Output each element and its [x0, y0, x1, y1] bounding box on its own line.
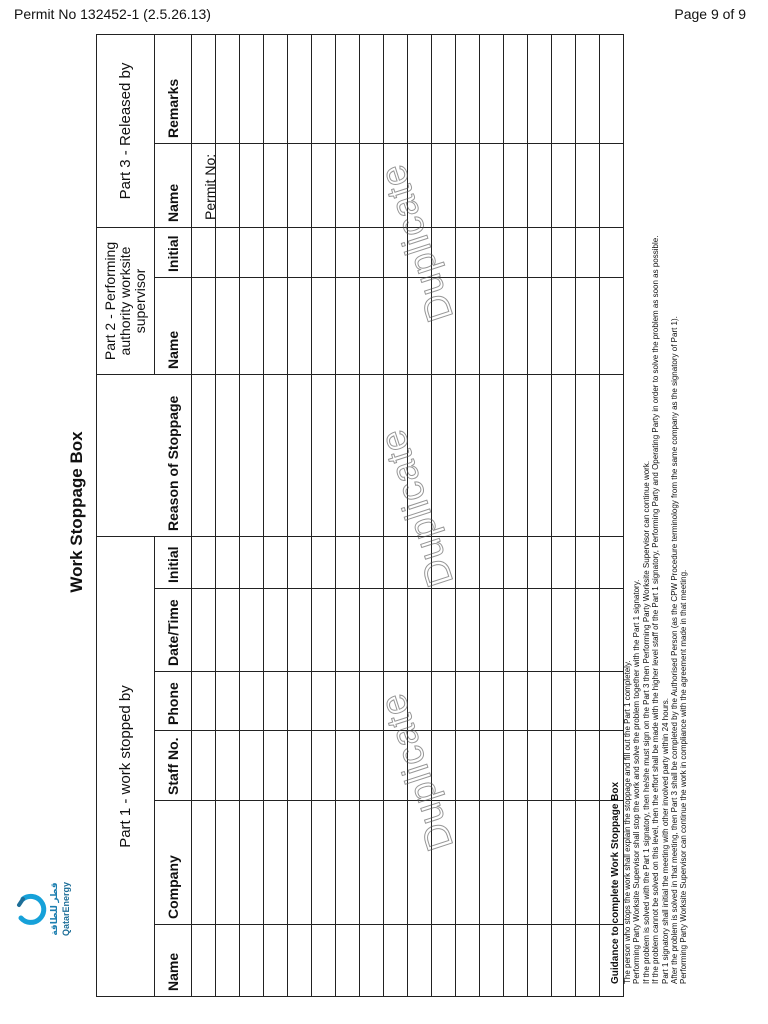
table-cell[interactable] — [456, 672, 480, 731]
table-cell[interactable] — [288, 278, 312, 375]
table-cell[interactable] — [312, 144, 336, 228]
table-cell[interactable] — [456, 278, 480, 375]
table-cell[interactable] — [552, 375, 576, 537]
col-company: Company — [155, 801, 192, 925]
table-cell[interactable] — [576, 731, 600, 801]
table-cell[interactable] — [360, 35, 384, 144]
table-cell[interactable] — [312, 375, 336, 537]
form-title: Work Stoppage Box — [67, 431, 86, 593]
table-cell[interactable] — [360, 731, 384, 801]
table-cell[interactable] — [288, 537, 312, 589]
table-cell[interactable] — [552, 537, 576, 589]
col-staff-no: Staff No. — [155, 731, 192, 801]
table-cell[interactable] — [432, 35, 456, 144]
table-cell[interactable] — [504, 537, 528, 589]
table-cell[interactable] — [288, 589, 312, 672]
table-cell[interactable] — [216, 278, 240, 375]
table-cell[interactable] — [360, 925, 384, 997]
table-cell[interactable] — [192, 228, 216, 278]
table-cell[interactable] — [576, 144, 600, 228]
duplicate-watermark: Duplicate — [371, 159, 461, 327]
table-cell[interactable] — [336, 672, 360, 731]
table-cell[interactable] — [456, 35, 480, 144]
table-cell[interactable] — [576, 537, 600, 589]
table-cell[interactable] — [456, 228, 480, 278]
table-cell[interactable] — [312, 801, 336, 925]
table-cell[interactable] — [336, 375, 360, 537]
guidance-line: Performing Party Worksite Supervisor shall stop the work and solve the problem together with the Part 1 signatory. — [632, 579, 642, 984]
table-cell[interactable] — [528, 35, 552, 144]
table-cell[interactable] — [552, 731, 576, 801]
table-cell[interactable] — [576, 228, 600, 278]
table-row — [216, 35, 240, 997]
table-cell[interactable] — [312, 537, 336, 589]
table-cell[interactable] — [240, 35, 264, 144]
table-row — [192, 35, 216, 997]
table-cell[interactable] — [528, 537, 552, 589]
table-cell[interactable] — [408, 35, 432, 144]
table-cell[interactable] — [312, 278, 336, 375]
table-cell[interactable] — [336, 35, 360, 144]
table-cell[interactable] — [456, 144, 480, 228]
guidance-block — [610, 4, 689, 984]
table-cell[interactable] — [288, 35, 312, 144]
table-cell[interactable] — [312, 589, 336, 672]
table-cell[interactable] — [312, 672, 336, 731]
table-cell[interactable] — [216, 228, 240, 278]
table-cell[interactable] — [312, 731, 336, 801]
table-cell[interactable] — [216, 925, 240, 997]
col-initial: Initial — [155, 537, 192, 589]
col-part3-name: Name — [155, 144, 192, 228]
table-cell[interactable] — [240, 925, 264, 997]
table-cell[interactable] — [504, 925, 528, 997]
guidance-line: If the problem is solved with the Part 1 signatory, then he/she must sign on the Part 3 then Performing Party Worksite Supervisor can continue work. — [641, 460, 651, 984]
table-cell[interactable] — [456, 925, 480, 997]
table-cell[interactable] — [480, 537, 504, 589]
table-cell[interactable] — [216, 589, 240, 672]
table-cell[interactable] — [336, 228, 360, 278]
table-cell[interactable] — [504, 35, 528, 144]
table-row — [480, 35, 504, 997]
table-cell[interactable] — [264, 731, 288, 801]
table-row — [552, 35, 576, 997]
table-cell[interactable] — [192, 537, 216, 589]
table-cell[interactable] — [192, 801, 216, 925]
table-cell[interactable] — [264, 35, 288, 144]
table-cell[interactable] — [336, 537, 360, 589]
col-name: Name — [155, 925, 192, 997]
table-cell[interactable] — [504, 375, 528, 537]
table-cell[interactable] — [480, 144, 504, 228]
table-cell[interactable] — [216, 144, 240, 228]
col-remarks: Remarks — [155, 35, 192, 144]
part2-header: Part 2 - Performing authority worksite supervisor — [97, 228, 155, 375]
table-cell[interactable] — [192, 731, 216, 801]
table-cell[interactable] — [504, 278, 528, 375]
table-cell[interactable] — [384, 925, 408, 997]
table-cell[interactable] — [192, 375, 216, 537]
table-cell[interactable] — [192, 672, 216, 731]
table-cell[interactable] — [264, 672, 288, 731]
table-cell[interactable] — [288, 144, 312, 228]
table-cell[interactable] — [240, 144, 264, 228]
guidance-line: After the problem is solved in that meeting, then Part 3 shall be completed by the Authorised Person (as the CPW Procedure terminology from the same company as the signatory of Part 1). — [670, 316, 680, 984]
table-cell[interactable] — [504, 672, 528, 731]
table-cell[interactable] — [552, 278, 576, 375]
table-cell[interactable] — [576, 589, 600, 672]
permit-reference: Permit No 132452-1 (2.5.26.13) — [14, 6, 211, 22]
table-cell[interactable] — [240, 228, 264, 278]
table-cell[interactable] — [456, 731, 480, 801]
table-cell[interactable] — [528, 731, 552, 801]
table-row — [528, 35, 552, 997]
guidance-line: Performing Party Worksite Supervisor can continue the work in compliance with the agreement made in that meeting. — [679, 569, 689, 984]
table-cell[interactable] — [552, 925, 576, 997]
table-cell[interactable] — [240, 537, 264, 589]
table-cell[interactable] — [552, 589, 576, 672]
table-cell[interactable] — [192, 278, 216, 375]
table-cell[interactable] — [456, 801, 480, 925]
table-cell[interactable] — [480, 672, 504, 731]
table-cell[interactable] — [288, 801, 312, 925]
table-cell[interactable] — [216, 672, 240, 731]
table-cell[interactable] — [240, 589, 264, 672]
logo-english-text: QatarEnergy — [61, 881, 71, 937]
table-cell[interactable] — [576, 35, 600, 144]
table-cell[interactable] — [456, 589, 480, 672]
table-cell[interactable] — [312, 228, 336, 278]
table-cell[interactable] — [552, 228, 576, 278]
table-row — [264, 35, 288, 997]
table-cell[interactable] — [336, 925, 360, 997]
guidance-line: The person who stops the work shall explain the stoppage and fill out the Part 1 completely. — [623, 660, 632, 984]
col-part2-name: Name — [155, 278, 192, 375]
col-date-time: Date/Time — [155, 589, 192, 672]
table-cell[interactable] — [264, 537, 288, 589]
logo-arabic-text: قطر للطاقة — [49, 882, 59, 936]
table-cell[interactable] — [576, 375, 600, 537]
table-cell[interactable] — [336, 801, 360, 925]
table-cell[interactable] — [336, 731, 360, 801]
table-cell[interactable] — [480, 228, 504, 278]
table-cell[interactable] — [360, 537, 384, 589]
table-cell[interactable] — [480, 375, 504, 537]
table-cell[interactable] — [216, 35, 240, 144]
table-cell[interactable] — [264, 228, 288, 278]
table-cell[interactable] — [432, 672, 456, 731]
table-cell[interactable] — [240, 375, 264, 537]
table-cell[interactable] — [456, 537, 480, 589]
col-phone: Phone — [155, 672, 192, 731]
table-cell[interactable] — [384, 35, 408, 144]
table-cell[interactable] — [216, 537, 240, 589]
table-cell[interactable] — [432, 589, 456, 672]
table-cell[interactable] — [504, 731, 528, 801]
guidance-line: If the problem cannot be solved on this level, then the effort shall be made with the higher level staff of the Part 1 signatory, Performing Party and Operating Party in order to solve the problem as soon as possible. — [651, 235, 661, 984]
table-cell[interactable] — [480, 731, 504, 801]
table-cell[interactable] — [264, 375, 288, 537]
table-cell[interactable] — [288, 925, 312, 997]
table-cell[interactable] — [336, 278, 360, 375]
table-cell[interactable] — [264, 801, 288, 925]
table-cell[interactable] — [576, 801, 600, 925]
table-cell[interactable] — [552, 672, 576, 731]
table-cell[interactable] — [312, 35, 336, 144]
table-cell[interactable] — [288, 731, 312, 801]
table-cell[interactable] — [528, 672, 552, 731]
table-cell[interactable] — [528, 801, 552, 925]
table-cell[interactable] — [384, 801, 408, 925]
table-cell[interactable] — [360, 589, 384, 672]
table-cell[interactable] — [240, 731, 264, 801]
table-cell[interactable] — [456, 375, 480, 537]
table-cell[interactable] — [528, 278, 552, 375]
table-cell[interactable] — [288, 375, 312, 537]
table-cell[interactable] — [528, 589, 552, 672]
table-cell[interactable] — [288, 672, 312, 731]
table-row — [504, 35, 528, 997]
table-cell[interactable] — [192, 144, 216, 228]
table-cell[interactable] — [216, 801, 240, 925]
logo-mark-icon — [15, 880, 49, 938]
page-number: Page 9 of 9 — [674, 6, 746, 22]
table-cell[interactable] — [288, 228, 312, 278]
guidance-title: Guidance to complete Work Stoppage Box — [610, 781, 621, 984]
table-cell[interactable] — [504, 801, 528, 925]
table-cell[interactable] — [360, 801, 384, 925]
part3-header: Part 3 - Released by — [97, 35, 155, 228]
table-cell[interactable] — [480, 35, 504, 144]
work-stoppage-table — [96, 34, 624, 997]
table-cell[interactable] — [528, 144, 552, 228]
table-cell[interactable] — [360, 228, 384, 278]
table-cell[interactable] — [576, 925, 600, 997]
table-cell[interactable] — [312, 925, 336, 997]
table-cell[interactable] — [360, 278, 384, 375]
permit-number-label: Permit No: — [202, 153, 218, 220]
table-cell[interactable] — [480, 801, 504, 925]
table-cell[interactable] — [504, 144, 528, 228]
table-cell[interactable] — [528, 228, 552, 278]
table-cell[interactable] — [576, 278, 600, 375]
table-cell[interactable] — [216, 731, 240, 801]
table-cell[interactable] — [264, 589, 288, 672]
duplicate-watermark: Duplicate — [371, 424, 461, 592]
col-reason: Reason of Stoppage — [155, 375, 192, 537]
table-cell[interactable] — [552, 35, 576, 144]
table-cell[interactable] — [216, 375, 240, 537]
table-row — [576, 35, 600, 997]
table-cell[interactable] — [384, 278, 408, 375]
table-cell[interactable] — [408, 589, 432, 672]
table-row — [336, 35, 360, 997]
table-cell[interactable] — [408, 925, 432, 997]
table-cell[interactable] — [192, 925, 216, 997]
table-cell[interactable] — [552, 801, 576, 925]
table-cell[interactable] — [336, 589, 360, 672]
table-cell[interactable] — [240, 801, 264, 925]
table-cell[interactable] — [192, 589, 216, 672]
table-row — [240, 35, 264, 997]
reason-header-spacer — [97, 375, 155, 537]
table-cell[interactable] — [480, 925, 504, 997]
col-part2-initial: Initial — [155, 228, 192, 278]
table-cell[interactable] — [240, 278, 264, 375]
table-cell[interactable] — [504, 589, 528, 672]
table-cell[interactable] — [528, 925, 552, 997]
table-cell[interactable] — [240, 672, 264, 731]
table-row — [312, 35, 336, 997]
part1-header: Part 1 - work stopped by — [97, 537, 155, 997]
table-cell[interactable] — [264, 144, 288, 228]
table-cell[interactable] — [528, 375, 552, 537]
table-row — [288, 35, 312, 997]
table-cell[interactable] — [432, 925, 456, 997]
table-cell[interactable] — [384, 537, 408, 589]
table-cell[interactable] — [384, 589, 408, 672]
table-cell[interactable] — [264, 925, 288, 997]
table-cell[interactable] — [576, 672, 600, 731]
table-cell[interactable] — [336, 144, 360, 228]
table-cell[interactable] — [192, 35, 216, 144]
table-cell[interactable] — [552, 144, 576, 228]
table-cell[interactable] — [264, 278, 288, 375]
table-cell[interactable] — [504, 228, 528, 278]
table-row — [456, 35, 480, 997]
duplicate-watermark: Duplicate — [371, 688, 461, 856]
table-cell[interactable] — [480, 589, 504, 672]
guidance-line: Part 1 signatory shall initial the meeting with other involved party within 24 hours. — [660, 698, 670, 984]
table-cell[interactable] — [432, 144, 456, 228]
table-cell[interactable] — [480, 278, 504, 375]
